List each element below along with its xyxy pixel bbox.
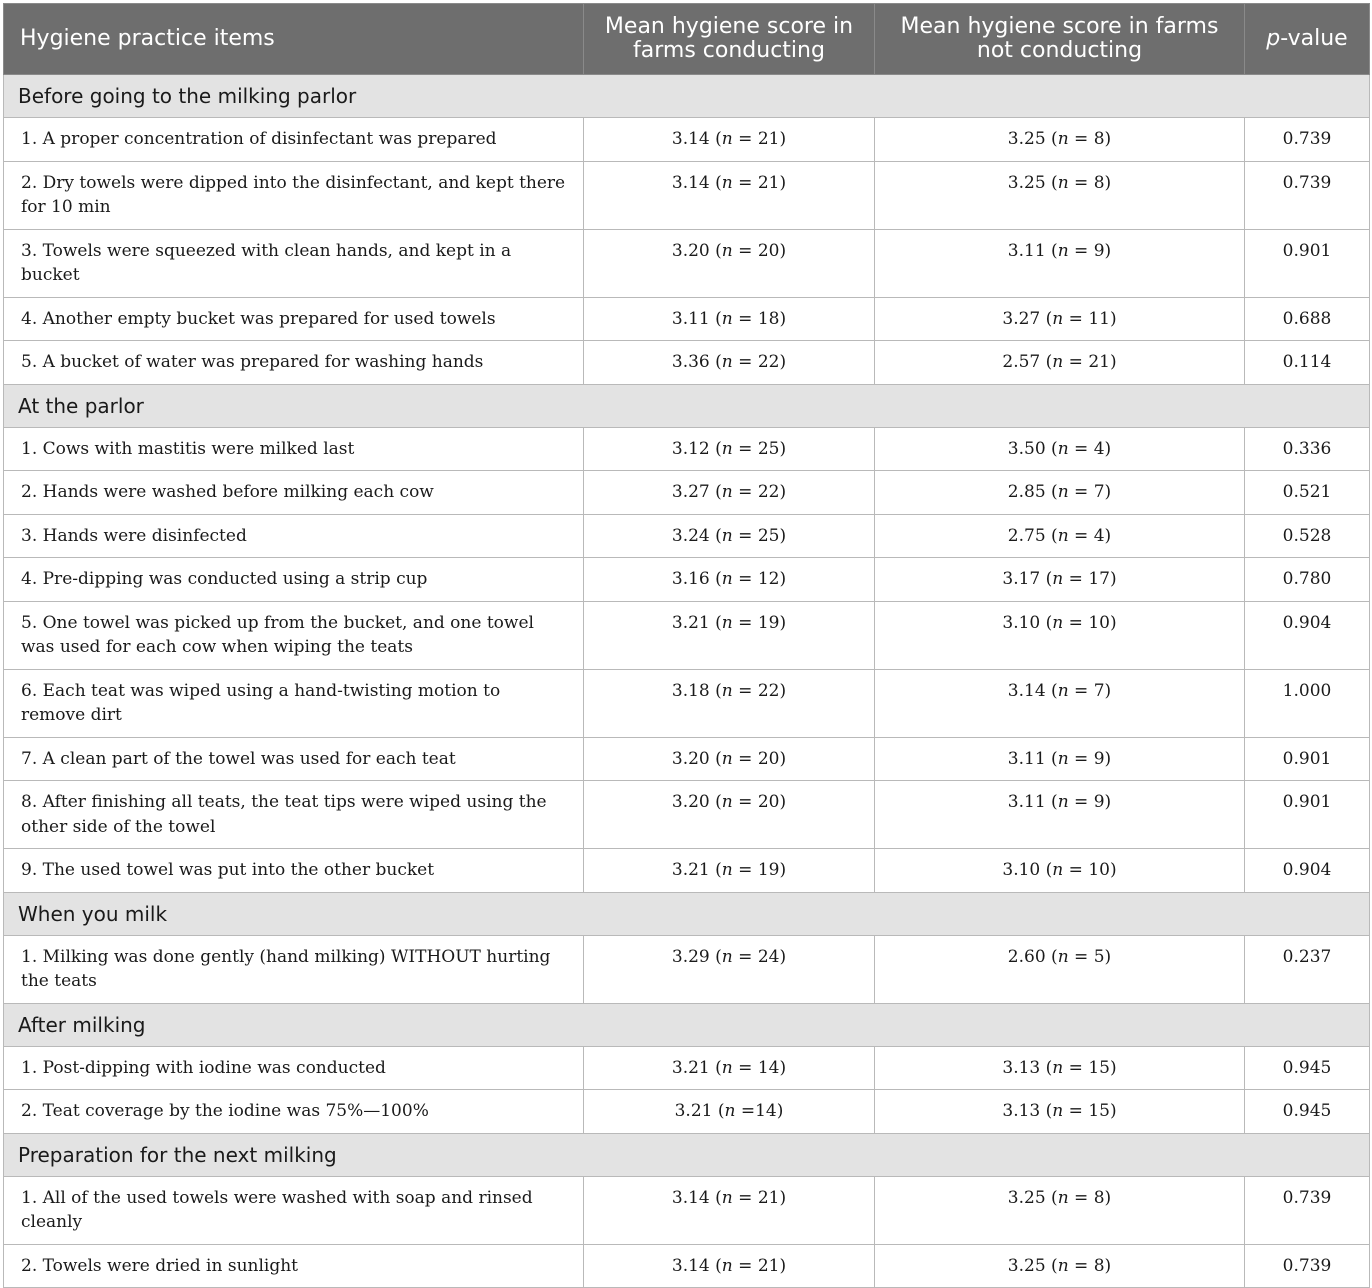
conducting-cell: 3.36 (n = 22)	[584, 341, 875, 385]
score: 3.11	[1007, 240, 1046, 261]
table-row	[4, 341, 1370, 385]
n-value: 22	[757, 482, 780, 502]
score: 3.11	[1007, 792, 1046, 812]
score: 3.25	[1007, 1255, 1046, 1276]
n-value: 22	[757, 680, 780, 701]
score: 3.25	[1007, 172, 1046, 193]
not-conducting-cell: 3.50 (n = 4)	[875, 427, 1245, 471]
conducting-cell: 3.21 (n = 19)	[584, 601, 875, 669]
not-conducting-cell: 3.13 (n = 15)	[875, 1046, 1245, 1090]
not-conducting-cell: 3.14 (n = 7)	[875, 669, 1245, 737]
n-value: 25	[757, 438, 780, 459]
p-value-cell: 0.739	[1245, 161, 1370, 229]
table-row	[4, 601, 1370, 669]
not-conducting-cell: 3.11 (n = 9)	[875, 737, 1245, 781]
n-value: 10	[1088, 860, 1110, 880]
n-value: 8	[1093, 1187, 1105, 1208]
score: 3.14	[1007, 680, 1046, 701]
table-row	[4, 1244, 1370, 1288]
n-value: 21	[757, 1187, 780, 1208]
section-header	[4, 1003, 1370, 1046]
n-value: 15	[1088, 1101, 1110, 1121]
p-value-cell: 0.945	[1245, 1090, 1370, 1134]
table-row	[4, 1090, 1370, 1134]
header-p-italic: p	[1266, 26, 1281, 51]
p-value-cell: 0.739	[1245, 1176, 1370, 1244]
n-value: 9	[1093, 792, 1105, 812]
not-conducting-cell: 3.13 (n = 15)	[875, 1090, 1245, 1134]
header-p-rest: -value	[1280, 26, 1348, 51]
score: 3.11	[671, 308, 710, 329]
item-text: 1. A proper concentration of disinfectant was prepared	[4, 118, 584, 162]
n-value: 14	[755, 1101, 777, 1121]
item-text: 1. All of the used towels were washed with soap and rinsed cleanly	[4, 1176, 584, 1244]
score: 3.11	[1007, 748, 1046, 769]
header-p-value	[1245, 4, 1370, 75]
score: 3.24	[671, 525, 710, 546]
p-value-cell: 0.521	[1245, 471, 1370, 515]
n-value: 10	[1088, 612, 1110, 633]
table-row	[4, 514, 1370, 558]
hygiene-table	[3, 3, 1370, 1288]
score: 3.10	[1002, 612, 1041, 633]
table-row	[4, 737, 1370, 781]
item-text: 2. Hands were washed before milking each cow	[4, 471, 584, 515]
conducting-cell: 3.20 (n = 20)	[584, 737, 875, 781]
item-text: 7. A clean part of the towel was used for each teat	[4, 737, 584, 781]
not-conducting-cell: 3.11 (n = 9)	[875, 229, 1245, 297]
table-row	[4, 118, 1370, 162]
not-conducting-cell: 2.60 (n = 5)	[875, 935, 1245, 1003]
score: 3.20	[671, 240, 710, 261]
score: 3.29	[671, 946, 710, 967]
score: 3.21	[671, 612, 710, 633]
table-row	[4, 935, 1370, 1003]
item-text: 5. A bucket of water was prepared for washing hands	[4, 341, 584, 385]
n-value: 25	[757, 525, 780, 546]
not-conducting-cell: 3.10 (n = 10)	[875, 601, 1245, 669]
item-text: 4. Another empty bucket was prepared for used towels	[4, 297, 584, 341]
header-practice-items: Hygiene practice items	[4, 4, 584, 75]
not-conducting-cell: 2.85 (n = 7)	[875, 471, 1245, 515]
score: 3.14	[671, 129, 710, 149]
score: 3.17	[1002, 569, 1041, 589]
p-value-cell: 0.901	[1245, 229, 1370, 297]
p-value-cell: 0.336	[1245, 427, 1370, 471]
table-row	[4, 849, 1370, 893]
table-row	[4, 669, 1370, 737]
item-text: 1. Milking was done gently (hand milking) WITHOUT hurting the teats	[4, 935, 584, 1003]
n-value: 21	[757, 129, 780, 149]
conducting-cell: 3.14 (n = 21)	[584, 1176, 875, 1244]
not-conducting-cell: 3.25 (n = 8)	[875, 1176, 1245, 1244]
score: 3.16	[671, 569, 710, 589]
conducting-cell: 3.14 (n = 21)	[584, 161, 875, 229]
score: 2.60	[1007, 946, 1046, 967]
n-value: 9	[1093, 240, 1105, 261]
score: 3.27	[1002, 308, 1041, 329]
p-value-cell: 0.739	[1245, 118, 1370, 162]
score: 3.18	[671, 680, 710, 701]
n-value: 9	[1093, 748, 1105, 769]
not-conducting-cell: 3.25 (n = 8)	[875, 161, 1245, 229]
p-value-cell: 0.945	[1245, 1046, 1370, 1090]
table-row	[4, 558, 1370, 602]
conducting-cell: 3.21 (n = 14)	[584, 1046, 875, 1090]
table-row	[4, 1046, 1370, 1090]
conducting-cell: 3.14 (n = 21)	[584, 1244, 875, 1288]
conducting-cell: 3.21 (n = 19)	[584, 849, 875, 893]
conducting-cell: 3.12 (n = 25)	[584, 427, 875, 471]
score: 3.20	[671, 748, 710, 769]
item-text: 1. Cows with mastitis were milked last	[4, 427, 584, 471]
conducting-cell: 3.16 (n = 12)	[584, 558, 875, 602]
item-text: 9. The used towel was put into the other bucket	[4, 849, 584, 893]
item-text: 3. Towels were squeezed with clean hands, and kept in a bucket	[4, 229, 584, 297]
table-row	[4, 427, 1370, 471]
n-value: 8	[1093, 129, 1105, 149]
score: 3.21	[671, 860, 710, 880]
p-value-cell: 0.780	[1245, 558, 1370, 602]
score: 3.25	[1007, 1187, 1046, 1208]
section-title: When you milk	[4, 892, 1370, 935]
score: 3.13	[1002, 1101, 1041, 1121]
table-row	[4, 161, 1370, 229]
item-text: 4. Pre-dipping was conducted using a strip cup	[4, 558, 584, 602]
header-conducting: Mean hygiene score in farms conducting	[584, 4, 875, 75]
conducting-cell: 3.24 (n = 25)	[584, 514, 875, 558]
conducting-cell: 3.21 (n =14)	[584, 1090, 875, 1134]
n-value: 4	[1093, 438, 1105, 459]
score: 3.36	[671, 352, 710, 372]
item-text: 5. One towel was picked up from the bucket, and one towel was used for each cow when wiping the teats	[4, 601, 584, 669]
score: 3.21	[674, 1101, 713, 1121]
section-header	[4, 75, 1370, 118]
n-value: 20	[757, 792, 780, 812]
n-value: 12	[757, 569, 780, 589]
n-value: 14	[757, 1057, 780, 1078]
conducting-cell: 3.29 (n = 24)	[584, 935, 875, 1003]
n-value: 5	[1093, 946, 1105, 967]
n-value: 21	[757, 1255, 780, 1276]
table-row	[4, 781, 1370, 849]
table-row	[4, 1176, 1370, 1244]
header-not-conducting: Mean hygiene score in farms not conducting	[875, 4, 1245, 75]
score: 3.13	[1002, 1057, 1041, 1078]
item-text: 1. Post-dipping with iodine was conducted	[4, 1046, 584, 1090]
n-value: 24	[757, 946, 780, 967]
not-conducting-cell: 3.25 (n = 8)	[875, 118, 1245, 162]
not-conducting-cell: 3.17 (n = 17)	[875, 558, 1245, 602]
score: 3.12	[671, 438, 710, 459]
section-header	[4, 892, 1370, 935]
p-value-cell: 0.904	[1245, 601, 1370, 669]
p-value-cell: 0.904	[1245, 849, 1370, 893]
item-text: 2. Dry towels were dipped into the disinfectant, and kept there for 10 min	[4, 161, 584, 229]
item-text: 8. After finishing all teats, the teat tips were wiped using the other side of the towel	[4, 781, 584, 849]
not-conducting-cell: 2.75 (n = 4)	[875, 514, 1245, 558]
section-title: After milking	[4, 1003, 1370, 1046]
section-header	[4, 384, 1370, 427]
score: 3.27	[671, 482, 710, 502]
header-row	[4, 4, 1370, 75]
p-value-cell: 0.688	[1245, 297, 1370, 341]
p-value-cell: 0.901	[1245, 737, 1370, 781]
n-value: 7	[1093, 680, 1105, 701]
n-value: 15	[1088, 1057, 1110, 1078]
table-row	[4, 229, 1370, 297]
conducting-cell: 3.20 (n = 20)	[584, 229, 875, 297]
n-value: 19	[757, 860, 780, 880]
not-conducting-cell: 3.10 (n = 10)	[875, 849, 1245, 893]
p-value-cell: 0.528	[1245, 514, 1370, 558]
n-value: 8	[1093, 172, 1105, 193]
score: 2.75	[1007, 525, 1046, 546]
not-conducting-cell: 3.11 (n = 9)	[875, 781, 1245, 849]
n-value: 4	[1093, 525, 1105, 546]
p-value-cell: 0.739	[1245, 1244, 1370, 1288]
n-value: 22	[757, 352, 780, 372]
score: 3.50	[1007, 438, 1046, 459]
score: 3.14	[671, 1255, 710, 1276]
item-text: 6. Each teat was wiped using a hand-twisting motion to remove dirt	[4, 669, 584, 737]
n-value: 11	[1088, 308, 1110, 329]
item-text: 3. Hands were disinfected	[4, 514, 584, 558]
n-value: 18	[757, 308, 780, 329]
score: 3.25	[1007, 129, 1046, 149]
table-row	[4, 471, 1370, 515]
conducting-cell: 3.18 (n = 22)	[584, 669, 875, 737]
score: 3.10	[1002, 860, 1041, 880]
n-value: 20	[757, 748, 780, 769]
p-value-cell: 0.901	[1245, 781, 1370, 849]
conducting-cell: 3.14 (n = 21)	[584, 118, 875, 162]
p-value-cell: 1.000	[1245, 669, 1370, 737]
item-text: 2. Teat coverage by the iodine was 75%—100%	[4, 1090, 584, 1134]
p-value-cell: 0.114	[1245, 341, 1370, 385]
n-value: 7	[1093, 482, 1105, 502]
conducting-cell: 3.11 (n = 18)	[584, 297, 875, 341]
conducting-cell: 3.27 (n = 22)	[584, 471, 875, 515]
n-value: 17	[1088, 569, 1110, 589]
not-conducting-cell: 3.25 (n = 8)	[875, 1244, 1245, 1288]
p-value-cell: 0.237	[1245, 935, 1370, 1003]
score: 3.14	[671, 1187, 710, 1208]
not-conducting-cell: 3.27 (n = 11)	[875, 297, 1245, 341]
n-value: 8	[1093, 1255, 1105, 1276]
score: 3.20	[671, 792, 710, 812]
score: 3.21	[671, 1057, 710, 1078]
score: 2.57	[1002, 352, 1041, 372]
conducting-cell: 3.20 (n = 20)	[584, 781, 875, 849]
score: 2.85	[1007, 482, 1046, 502]
n-value: 19	[757, 612, 780, 633]
section-header	[4, 1133, 1370, 1176]
n-value: 21	[757, 172, 780, 193]
score: 3.14	[671, 172, 710, 193]
n-value: 20	[757, 240, 780, 261]
not-conducting-cell: 2.57 (n = 21)	[875, 341, 1245, 385]
item-text: 2. Towels were dried in sunlight	[4, 1244, 584, 1288]
section-title: Preparation for the next milking	[4, 1133, 1370, 1176]
n-value: 21	[1088, 352, 1110, 372]
table-row	[4, 297, 1370, 341]
section-title: Before going to the milking parlor	[4, 75, 1370, 118]
section-title: At the parlor	[4, 384, 1370, 427]
